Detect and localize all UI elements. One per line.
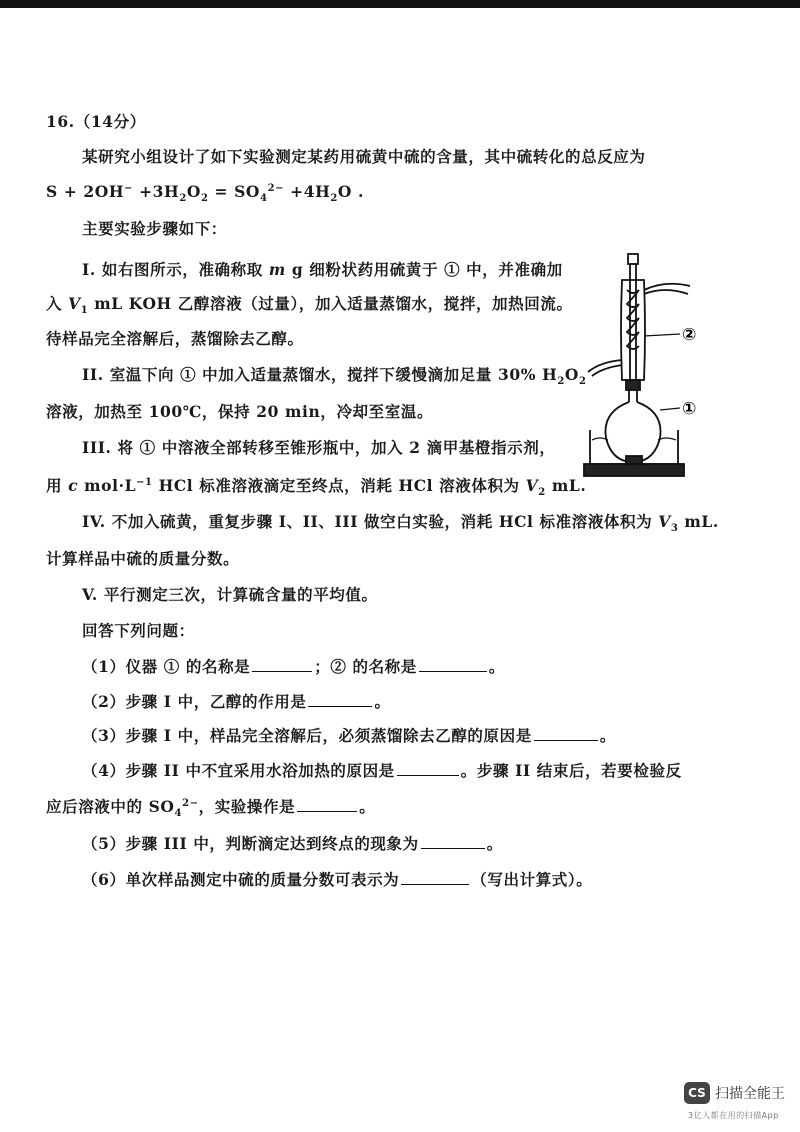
step3-line2: 用 c $mol\cdot L^{-1}$ HCl 标准溶液滴定至终点，消耗 HCl 溶液体积为 $V_2$ mL. (46, 476, 587, 499)
question-4-line1: （4）步骤 II 中不宜采用水浴加热的原因是 。步骤 II 结束后，若要检验反 (82, 761, 682, 780)
camscanner-logo-icon: CS (684, 1082, 710, 1104)
reaction-equation: $S + 2OH^- +3H_2O_2 = SO_4^{2-} +4H_2O$ . (46, 182, 365, 205)
condenser-coil (627, 290, 639, 349)
answer-blank[interactable] (252, 655, 312, 672)
answer-blank[interactable] (419, 655, 487, 672)
condenser-top (628, 254, 638, 264)
watermark-tagline: 3亿人都在用的扫描App (688, 1111, 779, 1120)
step1-line3: 待样品完全溶解后，蒸馏除去乙醇。 (46, 329, 304, 348)
label-2: ② (682, 325, 697, 345)
question-3: （3）步骤 I 中，样品完全溶解后，必须蒸馏除去乙醇的原因是 。 (82, 726, 616, 745)
question-5: （5）步骤 III 中，判断滴定达到终点的现象为 。 (82, 834, 503, 853)
water-hose-upper (644, 290, 688, 294)
step1-line2: 入 $V_1$ mL KOH 乙醇溶液（过量），加入适量蒸馏水，搅拌，加热回流。 (46, 294, 573, 317)
camscanner-watermark (684, 1082, 794, 1126)
answer-blank[interactable] (534, 724, 598, 741)
answer-blank[interactable] (421, 832, 485, 849)
problem-header: 16.（14分） (46, 112, 146, 131)
watermark-name: 扫描全能王 (715, 1086, 785, 1102)
label-leader-2 (644, 334, 680, 336)
question-4-line2: 应后溶液中的 $SO_4^{2-}$，实验操作是 。 (46, 797, 376, 820)
question-6: （6）单次样品测定中硫的质量分数可表示为 （写出计算式）。 (82, 870, 593, 889)
step5: V. 平行测定三次，计算硫含量的平均值。 (82, 585, 378, 604)
stopper (626, 380, 640, 390)
step2-line1: II. 室温下向 ① 中加入适量蒸馏水，搅拌下缓慢滴加足量 30% $H_2O_2$ (82, 365, 587, 388)
step2-line2: 溶液，加热至 100℃，保持 20 min，冷却至室温。 (46, 402, 434, 421)
label-1: ① (682, 399, 697, 419)
label-leader-1 (660, 408, 680, 410)
questions-title: 回答下列问题： (82, 621, 195, 640)
step1-line1: I. 如右图所示，准确称取 m g 细粉状药用硫黄于 ① 中，并准确加 (82, 260, 563, 279)
answer-blank[interactable] (308, 690, 372, 707)
answer-blank[interactable] (297, 795, 357, 812)
step4-line2: 计算样品中硫的质量分数。 (46, 549, 240, 568)
question-1: （1）仪器 ① 的名称是 ；② 的名称是 。 (82, 657, 505, 676)
condenser-jacket (621, 280, 645, 380)
heater-base (584, 464, 684, 476)
step4-line1: IV. 不加入硫黄，重复步骤 I、II、III 做空白实验，消耗 HCl 标准溶液体积为 $V_3$ mL. (82, 512, 719, 535)
answer-blank[interactable] (397, 759, 459, 776)
steps-title: 主要实验步骤如下： (82, 219, 227, 238)
step3-line1: III. 将 ① 中溶液全部转移至锥形瓶中，加入 2 滴甲基橙指示剂， (82, 438, 556, 457)
answer-blank[interactable] (401, 868, 469, 885)
stir-bar-platform (626, 456, 642, 464)
intro-text: 某研究小组设计了如下实验测定某药用硫黄中硫的含量，其中硫转化的总反应为 (82, 147, 646, 166)
question-2: （2）步骤 I 中，乙醇的作用是 。 (82, 692, 391, 711)
round-bottom-flask (605, 402, 660, 462)
water-hose-upper (644, 284, 690, 290)
scan-top-edge (0, 0, 800, 8)
reflux-apparatus-figure (580, 250, 710, 480)
